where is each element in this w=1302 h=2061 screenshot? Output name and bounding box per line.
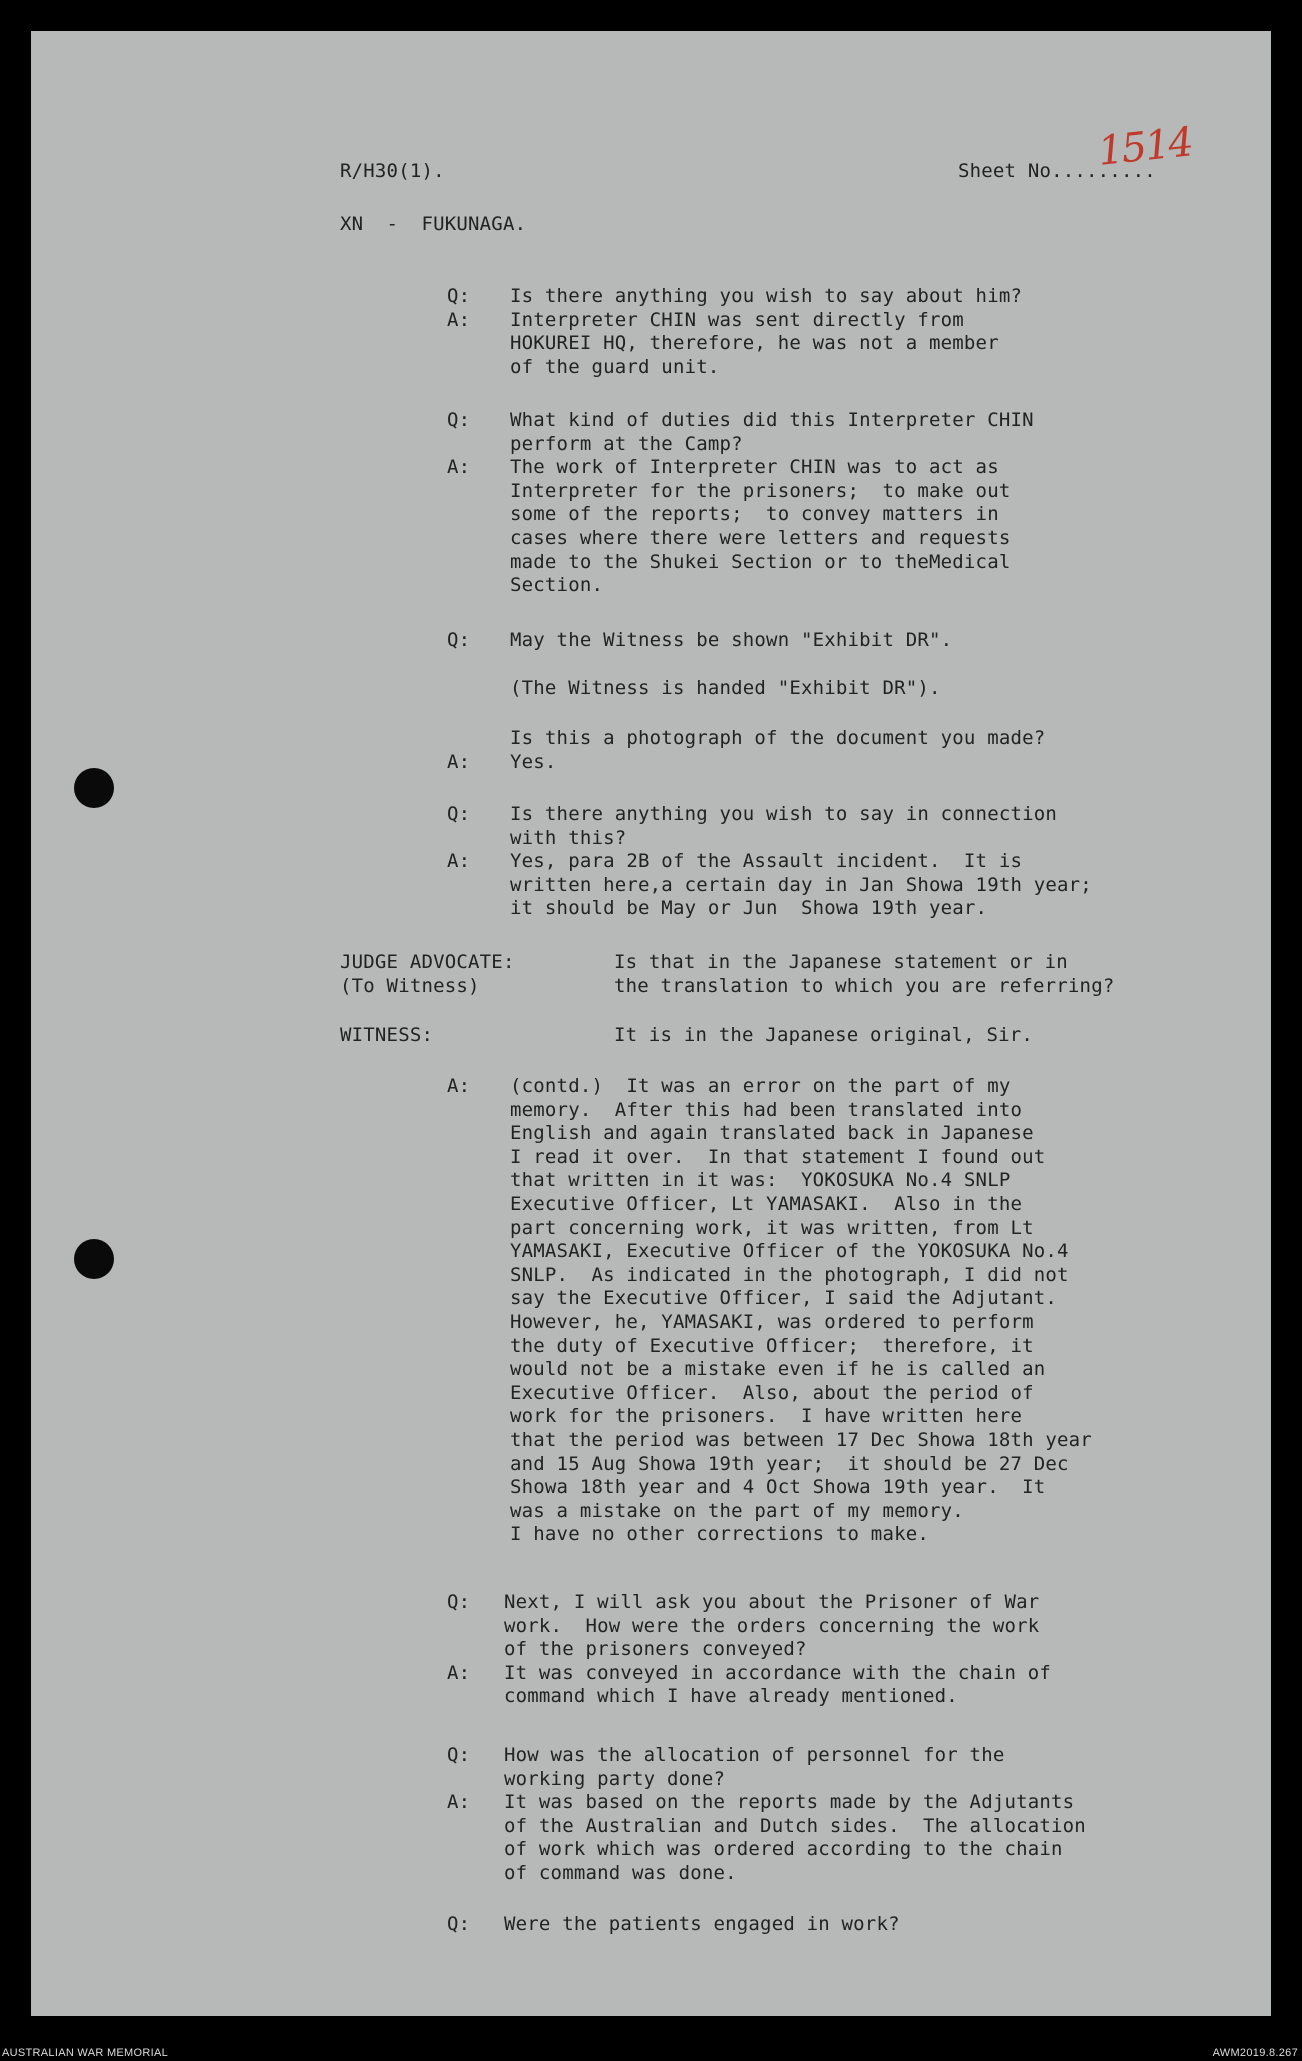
qa-text: Is there anything you wish to say in connection with this? Yes, para 2B of the Assault incident. It is written here,a certain day in Jan Showa 19th year; it should be May or Jun Showa 19th year. [510,803,1092,920]
qa-marker: A: [447,751,471,773]
qa-text: What kind of duties did this Interpreter CHIN perform at the Camp? The work of Interpreter CHIN was to act as Interpreter for the prisoners; to make out some of the reports; to convey matters in cases where there were letters and requests made to the Shukei Section or to theMedical Section. [510,409,1034,597]
qa-text: Is this a photograph of the document you made? [510,727,1046,749]
qa-marker: Q: [447,1913,471,1935]
speaker-text: Is that in the Japanese statement or in the translation to which you are referring? [614,951,1115,997]
qa-text: How was the allocation of personnel for the working party done? It was based on the reports made by the Adjutants of the Australian and Dutch sides. The allocation of work which was ordered according to the chain of command was done. [504,1744,1086,1884]
speaker-text: It is in the Japanese original, Sir. [614,1024,1034,1046]
qa-marker: A: [447,1075,471,1097]
qa-marker: Q: A: [447,409,471,479]
qa-text: Next, I will ask you about the Prisoner of War work. How were the orders concerning the work of the prisoners conveyed? It was conveyed in accordance with the chain of command which I have already mentioned. [504,1591,1052,1708]
stage-direction: (The Witness is handed "Exhibit DR"). [510,677,941,699]
qa-text: (contd.) It was an error on the part of my memory. After this had been translated into English and again translated back in Japanese I read it over. In that statement I found out that written in it was: YOKOSUKA No.4 SNLP Executive Officer, Lt YAMASAKI. Also in the part concerning work, it was written, from Lt YAMASAKI, Executive Officer of the YOKOSUKA No.4 SNLP. As indicated in the photograph, I did not say the Executive Officer, I said the Adjutant. However, he, YAMASAKI, was ordered to perform the duty of Executive Officer; therefore, it would not be a mistake even if he is called an Executive Officer. Also, about the period of work for the prisoners. I have written here that the period was between 17 Dec Showa 18th year and 15 Aug Showa 19th year; it should be 27 Dec Showa 18th year and 4 Oct Showa 19th year. It was a mistake on the part of my memory. I have no other corrections to make. [510,1075,1092,1546]
qa-marker: Q: A: [447,285,471,331]
qa-text: Is there anything you wish to say about him? Interpreter CHIN was sent directly from HOKUREI HQ, therefore, he was not a member of the guard unit. [510,285,1023,378]
qa-marker: Q: A: [447,1591,471,1684]
speaker-label: JUDGE ADVOCATE: (To Witness) [340,951,515,997]
footer-institution: AUSTRALIAN WAR MEMORIAL [2,2047,169,2059]
sheet-number-label: Sheet No......... [958,160,1156,182]
qa-marker: Q: A: [447,1744,471,1814]
sheet-number-handwritten: 1514 [1095,119,1194,175]
footer-catalog-id: AWM2019.8.267 [1212,2047,1298,2059]
qa-marker: Q: [447,629,471,651]
speaker-label: WITNESS: [340,1024,434,1046]
subject-line: XN - FUKUNAGA. [340,213,527,235]
document-reference: R/H30(1). [340,160,445,182]
qa-text: Were the patients engaged in work? [504,1913,900,1935]
qa-text: Yes. [510,751,557,773]
punch-hole-top [74,768,114,808]
punch-hole-bottom [74,1239,114,1279]
qa-marker: Q: A: [447,803,471,873]
qa-text: May the Witness be shown "Exhibit DR". [510,629,953,651]
